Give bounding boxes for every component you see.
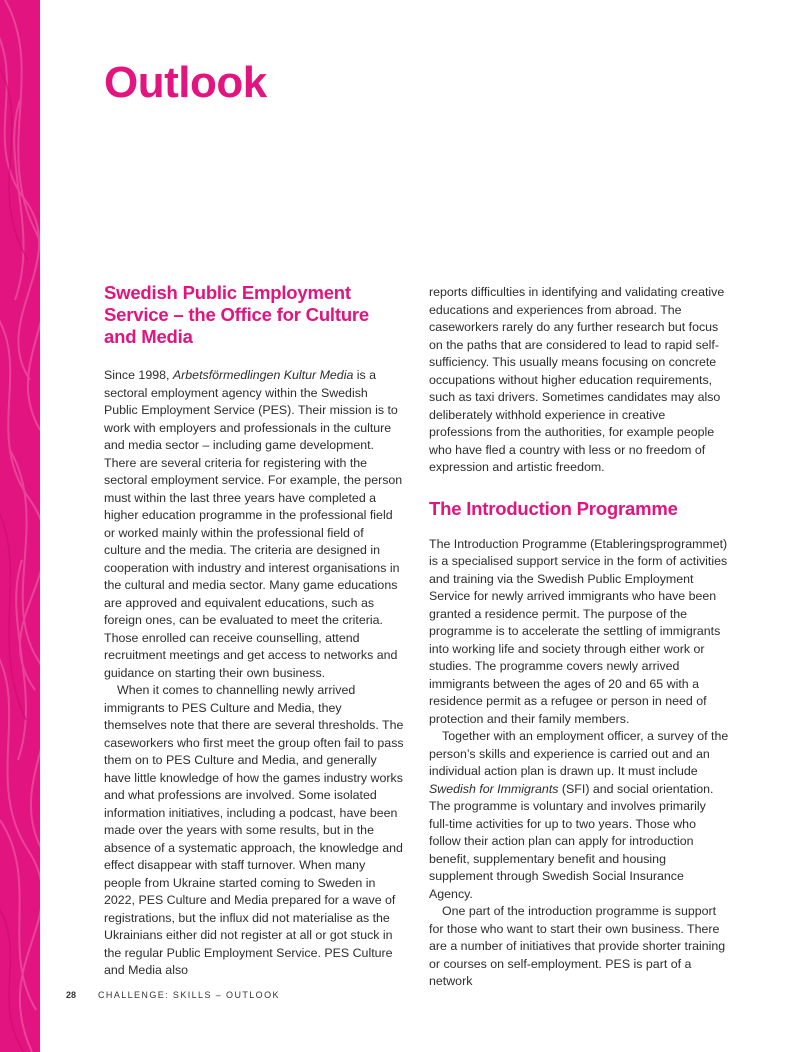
italic-term: Swedish for Immigrants (429, 781, 559, 796)
paragraph: reports difficulties in identifying and validating creative educations and experiences from abroad. The caseworkers rarely do any further research but focus on the paths that are considered to lead to rapid self-sufficiency. This usually means focusing on concrete occupations without higher education requirements, such as taxi drivers. Sometimes candidates may also deliberately withhold experience in creative professions from the authorities, for example people who have fled a country with less or no freedom of expression and artistic freedom. (429, 285, 725, 474)
page-number: 28 (66, 990, 77, 1000)
right-column (429, 284, 729, 991)
paragraph: Together with an employment officer, a survey of the person’s skills and experience is carried out and an individual action plan is drawn up. It must include Swedish for Immigrants (SFI) and social orientation. The programme is voluntary and involves primarily full-time activities for up to two years. Those who follow their action plan can apply for introduction benefit, supplementary benefit and housing supplement through Swedish Social Insurance Agency. (429, 729, 729, 901)
page-footer (66, 990, 280, 1000)
swirl-pattern-icon (0, 0, 40, 1052)
running-footer: CHALLENGE: SKILLS – OUTLOOK (98, 990, 280, 1000)
section-heading-introduction: The Introduction Programme (429, 497, 678, 519)
section-heading-pes: Swedish Public Employment Service – the Office for Culture and Media (104, 282, 370, 347)
paragraph: The Introduction Programme (Etableringsprogrammet) is a specialised support service in the form of activities and training via the Swedish Public Employment Service for newly arrived immigrants who have been granted a residence permit. The purpose of the programme is to accelerate the settling of immigrants into working life and society through either work or studies. The programme covers newly arrived immigrants between the ages of 20 and 65 with a residence permit as a refugee or person in need of protection and their family members. (429, 536, 728, 726)
left-column (104, 282, 404, 980)
paragraph: Since 1998, Arbetsförmedlingen Kultur Media is a sectoral employment agency within the Swedish Public Employment Service (PES). Their mission is to work with employers and professionals in the culture and media sector – including game development. There are several criteria for registering with the sectoral employment service. For example, the person must within the last three years have completed a higher education programme in the professional field or worked mainly within the professional field of culture and the media. The criteria are designed in cooperation with industry and interest organisations in the cultural and media sector. Many game educations are approved and equivalent educations, such as foreign ones, can be evaluated to meet the criteria. Those enrolled can receive counselling, attend recruitment meetings and get access to networks and guidance on starting their own business. (104, 368, 403, 680)
decorative-side-band (0, 0, 40, 1052)
italic-term: Arbetsförmedlingen Kultur Media (172, 368, 354, 382)
paragraph: When it comes to channelling newly arrived immigrants to PES Culture and Media, they themselves note that there are several thresholds. The caseworkers who first meet the group often fail to pass them on to PES Culture and Media, and generally have little knowledge of how the games industry works and what professions are involved. Some isolated information initiatives, including a podcast, have been made over the years with some results, but in the absence of a systematic approach, the knowledge and effect disappear with staff turnover. When many people from Ukraine started coming to Sweden in 2022, PES Culture and Media prepared for a wave of registrations, but the influx did not materialise as the Ukrainians either did not register at all or got stuck in the regular Public Employment Service. PES Culture and Media also (104, 683, 404, 977)
paragraph: One part of the introduction programme is support for those who want to start their own business. There are a number of initiatives that provide shorter training or courses on self-employment. PES is part of a network (429, 904, 726, 988)
page-title: Outlook (104, 58, 267, 107)
